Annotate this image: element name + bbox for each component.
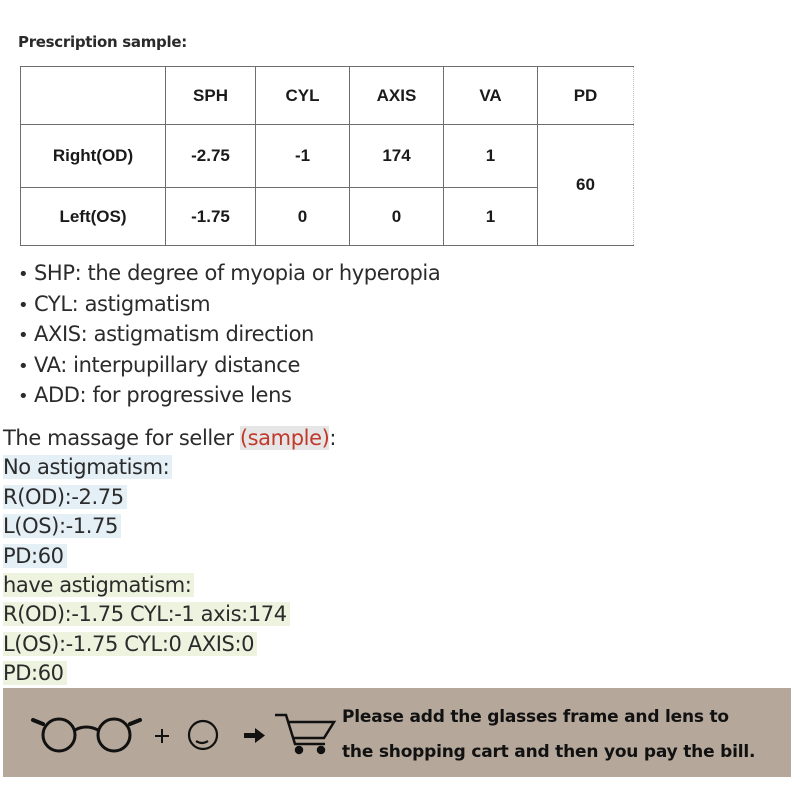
banner-text	[342, 700, 755, 770]
header-axis: AXIS	[350, 67, 444, 125]
seller-message-sample	[3, 424, 336, 689]
header-empty	[21, 67, 166, 125]
prescription-title: Prescription sample:	[18, 33, 187, 51]
plus-icon	[155, 729, 169, 743]
cell-right-axis: 174	[350, 125, 444, 188]
header-sph: SPH	[166, 67, 256, 125]
astigmatism-pd: PD:60	[3, 661, 67, 685]
message-intro-line	[3, 424, 336, 453]
no-astigmatism-right: R(OD):-2.75	[3, 485, 127, 509]
banner-icons	[3, 688, 343, 777]
shopping-cart-icon	[275, 715, 334, 753]
header-cyl: CYL	[256, 67, 350, 125]
cell-left-va: 1	[444, 188, 538, 246]
row-label-left: Left(OS)	[21, 188, 166, 246]
message-colon: :	[329, 426, 337, 450]
arrow-right-icon	[244, 728, 265, 743]
no-astigmatism-left: L(OS):-1.75	[3, 514, 121, 538]
no-astigmatism-pd: PD:60	[3, 544, 67, 568]
astigmatism-title: have astigmatism:	[3, 573, 194, 597]
glasses-icon	[33, 719, 140, 751]
checkout-banner	[3, 688, 791, 777]
cell-left-cyl: 0	[256, 188, 350, 246]
sample-tag: (sample)	[239, 426, 330, 450]
cell-pd: 60	[538, 125, 634, 246]
header-va: VA	[444, 67, 538, 125]
list-item: • VA: interpupillary distance	[18, 351, 440, 382]
table-row	[21, 125, 634, 188]
header-pd: PD	[538, 67, 634, 125]
message-intro: The massage for seller	[3, 426, 240, 450]
list-item: • SHP: the degree of myopia or hyperopia	[18, 259, 440, 290]
lens-icon	[189, 721, 217, 749]
definitions-list	[18, 259, 440, 412]
banner-line-2: the shopping cart and then you pay the bill.	[342, 742, 756, 762]
cell-left-axis: 0	[350, 188, 444, 246]
cell-right-cyl: -1	[256, 125, 350, 188]
cell-left-sph: -1.75	[166, 188, 256, 246]
cell-right-sph: -2.75	[166, 125, 256, 188]
table-header-row	[21, 67, 634, 125]
astigmatism-left: L(OS):-1.75 CYL:0 AXIS:0	[3, 632, 257, 656]
row-label-right: Right(OD)	[21, 125, 166, 188]
list-item: • ADD: for progressive lens	[18, 381, 440, 412]
no-astigmatism-title: No astigmatism:	[3, 455, 172, 479]
cell-right-va: 1	[444, 125, 538, 188]
banner-line-1: Please add the glasses frame and lens to	[342, 707, 729, 727]
list-item: • AXIS: astigmatism direction	[18, 320, 440, 351]
list-item: • CYL: astigmatism	[18, 290, 440, 321]
astigmatism-right: R(OD):-1.75 CYL:-1 axis:174	[3, 602, 290, 626]
prescription-table	[20, 66, 634, 246]
